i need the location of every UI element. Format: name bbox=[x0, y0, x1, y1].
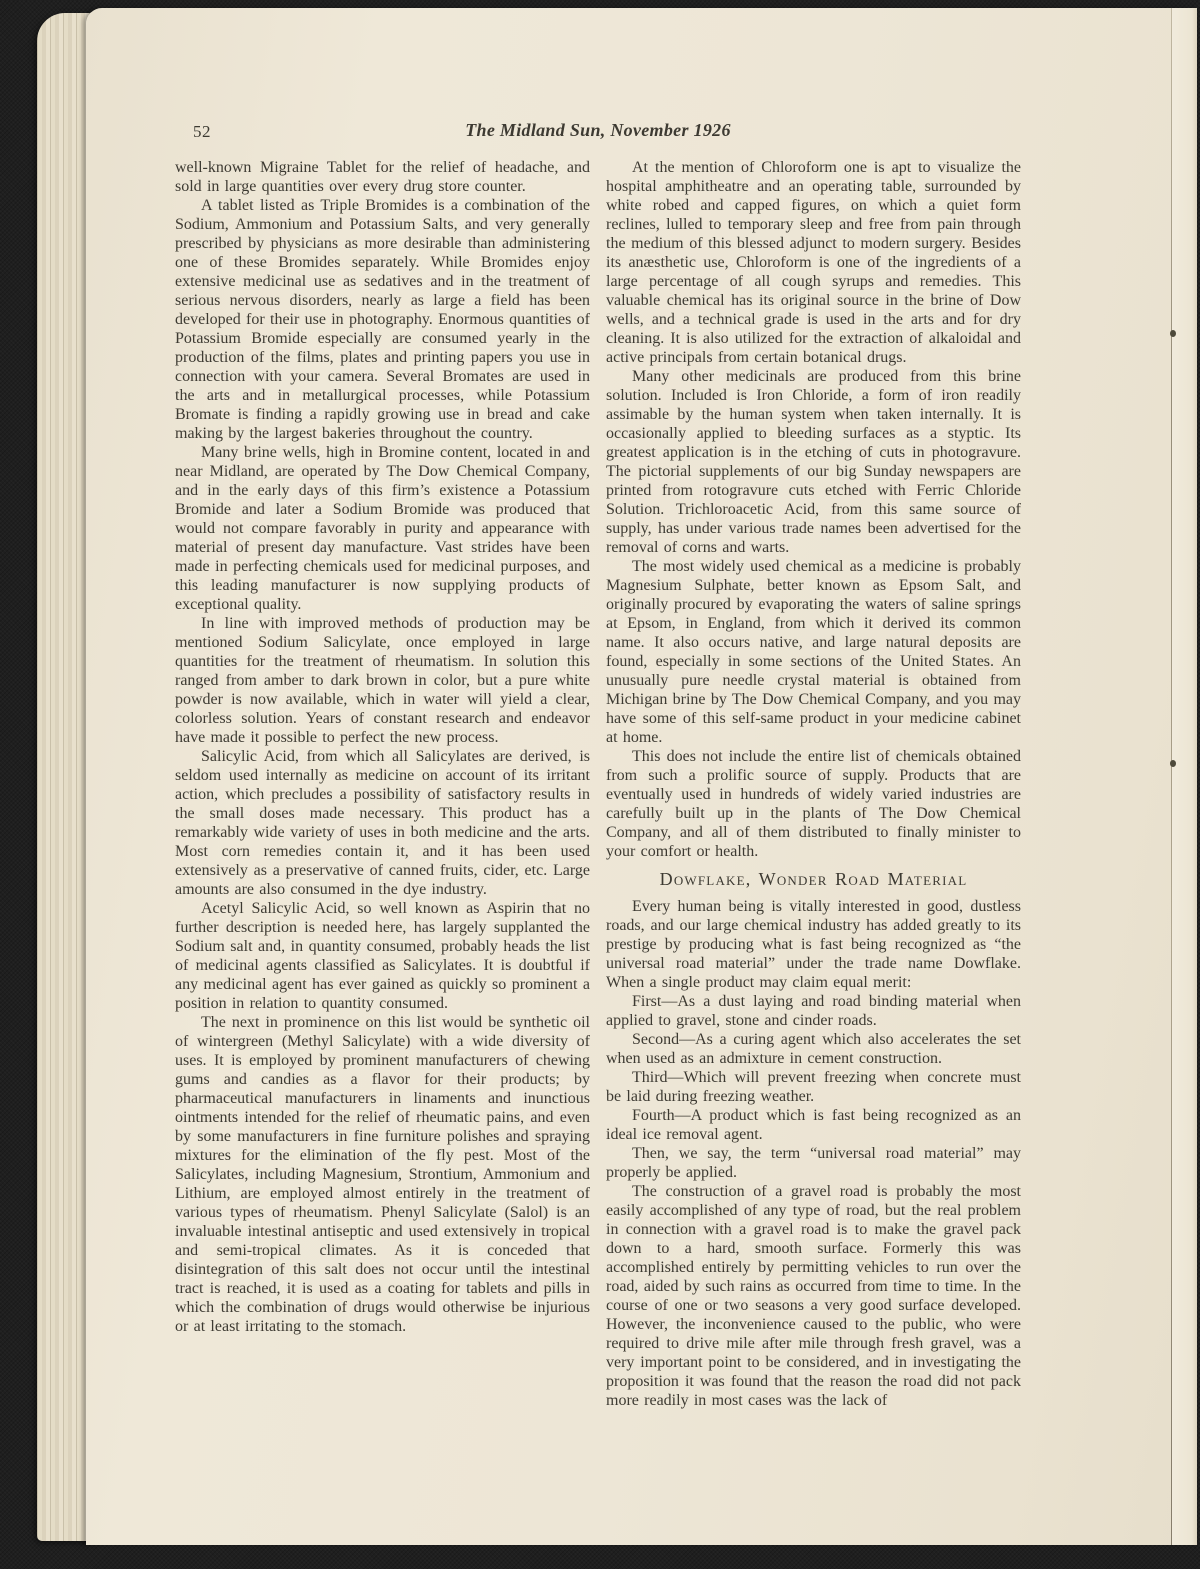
paragraph: The most widely used chemical as a medicine is probably Magnesium Sulphate, better known as Epsom Salt, and originally procured by evaporating the waters of saline springs at Epsom, in England, from which it derived its common name. It also occurs native, and large natural deposits are found, especially in some sections of the United States. An unusually pure needle crystal material is obtained from Michigan brine by The Dow Chemical Company, and you may have some of this self-same product in your medicine cabinet at home. bbox=[606, 558, 1021, 746]
crease-speck bbox=[1170, 760, 1176, 767]
section-heading: Dowflake, Wonder Road Material bbox=[659, 869, 968, 889]
right-column bbox=[606, 158, 1021, 1410]
text-columns bbox=[175, 158, 1021, 1410]
right-column-bottom bbox=[606, 897, 1021, 1410]
page-crease bbox=[1171, 8, 1172, 1545]
page-header bbox=[175, 120, 1021, 146]
paragraph: First—As a dust laying and road binding material when applied to gravel, stone and cinder roads. bbox=[606, 993, 1021, 1029]
paragraph: Second—As a curing agent which also accelerates the set when used as an admixture in cement construction. bbox=[606, 1031, 1021, 1067]
paragraph: Then, we say, the term “universal road material” may properly be applied. bbox=[606, 1145, 1021, 1181]
magazine-page bbox=[86, 8, 1197, 1545]
left-column bbox=[175, 158, 590, 1410]
paragraph: Fourth—A product which is fast being recognized as an ideal ice removal agent. bbox=[606, 1107, 1021, 1143]
paragraph: Many brine wells, high in Bromine content, located in and near Midland, are operated by The Dow Chemical Company, and in the early days of this firm’s existence a Potassium Bromide and later a Sodium Bromide was produced that would not compare favorably in purity and appearance with material of present day manufacture. Vast strides have been made in perfecting chemicals used for medicinal purposes, and this leading manufacturer is now supplying products of exceptional quality. bbox=[175, 444, 590, 613]
paragraph: Salicylic Acid, from which all Salicylates are derived, is seldom used internally as medicine on account of its irritant action, which precludes a possibility of satisfactory results in the small doses made necessary. This product has a remarkably wide variety of uses in both medicine and the arts. Most corn remedies contain it, and it has been used extensively as a preservative of canned fruits, cider, etc. Large amounts are also consumed in the dye industry. bbox=[175, 748, 590, 898]
paragraph: Third—Which will prevent freezing when concrete must be laid during freezing weather. bbox=[606, 1069, 1021, 1105]
paragraph: This does not include the entire list of chemicals obtained from such a prolific source of supply. Products that are eventually used in hundreds of widely varied industries are carefully built up in the plants of The Dow Chemical Company, and all of them distributed to finally minister to your comfort or health. bbox=[606, 748, 1021, 860]
paragraph: Many other medicinals are produced from this brine solution. Included is Iron Chloride, a form of iron readily assimable by the human system when taken internally. It is occasionally applied to bleeding surfaces as a styptic. Its greatest application is in the etching of cuts in photogravure. The pictorial supplements of our big Sunday newspapers are printed from rotogravure cuts etched with Ferric Chloride Solution. Trichloroacetic Acid, from this same source of supply, has under various trade names been advertised for the removal of corns and warts. bbox=[606, 368, 1021, 556]
paragraph: well-known Migraine Tablet for the relief of headache, and sold in large quantities over every drug store counter. bbox=[175, 159, 590, 195]
paragraph: A tablet listed as Triple Bromides is a combination of the Sodium, Ammonium and Potassium Salts, and very generally prescribed by physicians as more desirable than administering one of these Bromides separately. While Bromides enjoy extensive medicinal use as sedatives and in the treatment of serious nervous disorders, nearly as large a field has been developed for their use in photography. Enormous quantities of Potassium Bromide especially are consumed yearly in the production of the films, plates and printing papers you use in connection with your camera. Several Bromates are used in the arts and in metallurgical processes, while Potassium Bromate is finding a rapidly growing use in bread and cake making by the largest bakeries throughout the country. bbox=[175, 197, 590, 442]
page-content bbox=[175, 120, 1021, 1410]
paragraph: The construction of a gravel road is probably the most easily accomplished of any type of road, but the real problem in connection with a gravel road is to make the gravel pack down to a hard, smooth surface. Formerly this was accomplished entirely by permitting vehicles to run over the road, aided by such rains as occurred from time to time. In the course of one or two seasons a very good surface developed. However, the inconvenience caused to the public, who were required to drive mile after mile through fresh gravel, was a very important point to be considered, and in investigating the proposition it was found that the reason the road did not pack more readily in most cases was the lack of bbox=[606, 1183, 1021, 1409]
crease-speck bbox=[1170, 330, 1176, 337]
next-page-edge bbox=[1172, 8, 1197, 1545]
paragraph: The next in prominence on this list would be synthetic oil of wintergreen (Methyl Salicylate) with a wide diversity of uses. It is employed by prominent manufacturers of chewing gums and candies as a flavor for their products; by pharmaceutical manufacturers in linaments and inunctious ointments intended for the relief of rheumatic pains, and even by some manufacturers in fine furniture polishes and spraying mixtures for the elimination of the fly pest. Most of the Salicylates, including Magnesium, Strontium, Ammonium and Lithium, are employed almost entirely in the treatment of various types of rheumatism. Phenyl Salicylate (Salol) is an invaluable intestinal antiseptic and used extensively in tropical and semi-tropical climates. As it is conceded that disintegration of this salt does not occur until the intestinal tract is reached, it is used as a coating for tablets and pills in which the combination of drugs would otherwise be injurious or at least irritating to the stomach. bbox=[175, 1014, 590, 1335]
paragraph: Acetyl Salicylic Acid, so well known as Aspirin that no further description is needed here, has largely supplanted the Sodium salt and, in quantity consumed, probably heads the list of medicinal agents classified as Salicylates. It is doubtful if any medicinal agent has ever gained as quickly so prominent a position in relation to quantity consumed. bbox=[175, 900, 590, 1012]
paragraph: In line with improved methods of production may be mentioned Sodium Salicylate, once employed in large quantities for the treatment of rheumatism. In solution this ranged from amber to dark brown in color, but a pure white powder is now available, which in water will yield a clear, colorless solution. Years of constant research and endeavor have made it possible to perfect the new process. bbox=[175, 615, 590, 746]
right-column-top bbox=[606, 158, 1021, 861]
paragraph: At the mention of Chloroform one is apt to visualize the hospital amphitheatre and an operating table, surrounded by white robed and capped figures, on which a quiet form reclines, lulled to temporary sleep and free from pain through the medium of this blessed adjunct to modern surgery. Besides its anæsthetic use, Chloroform is one of the ingredients of a large percentage of all cough syrups and remedies. This valuable chemical has its original source in the brine of Dow wells, and a technical grade is used in the arts and for dry cleaning. It is also utilized for the extraction of alkaloidal and active principals from certain botanical drugs. bbox=[606, 159, 1021, 366]
paragraph: Every human being is vitally interested in good, dustless roads, and our large chemical industry has added greatly to its prestige by producing what is fast being recognized as “the universal road material” under the trade name Dowflake. When a single product may claim equal merit: bbox=[606, 898, 1021, 991]
page-number: 52 bbox=[193, 122, 211, 141]
page-header-title: The Midland Sun, November 1926 bbox=[465, 120, 731, 140]
